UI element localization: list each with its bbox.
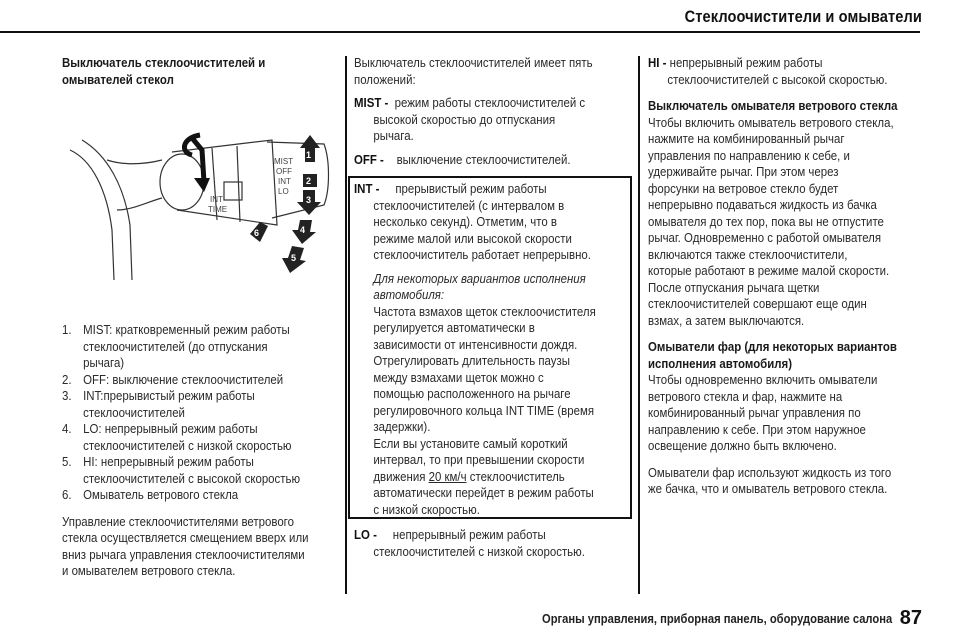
item-text: рычага) <box>83 355 125 370</box>
wiper-lever-illustration <box>62 130 342 280</box>
arrow-number: 6 <box>254 228 260 238</box>
headlamp-heading: Омыватели фар (для некоторых вариантов исполнения автомобиля) <box>648 339 897 371</box>
item-number: 3. <box>62 388 72 403</box>
item-number: 6. <box>62 487 72 502</box>
item-text: INT:прерывистый режим работы <box>83 388 255 403</box>
item-text: MIST: кратковременный режим работы <box>83 322 290 337</box>
switch-heading <box>62 55 317 88</box>
column-divider-right <box>638 56 640 594</box>
variant-note: Для некоторых вариантов исполнения автомобиля: <box>373 270 586 302</box>
item-text: стеклоочистителей с высокой скоростью <box>83 470 301 486</box>
column-right <box>648 55 921 498</box>
mode-term: OFF - <box>354 151 384 167</box>
arrow-number: 4 <box>300 225 306 235</box>
item-text: стеклоочистителей с низкой скоростью <box>83 437 292 453</box>
list-item <box>62 454 317 487</box>
lever-label-off: OFF <box>276 167 292 176</box>
arrow-number: 2 <box>306 176 312 186</box>
summary-paragraph: Управление стеклоочистителями ветрового стекла осуществляется смещением вверх или вниз рычага управления стеклоочистителями и омывателем ветрового стекла. <box>62 513 309 578</box>
item-text: HI: непрерывный режим работы <box>83 454 254 469</box>
mode-term: LO - <box>354 527 377 542</box>
item-number: 4. <box>62 421 72 436</box>
list-item <box>62 372 317 389</box>
speed-threshold: 20 км/ч <box>428 468 467 484</box>
item-number: 1. <box>62 322 72 337</box>
item-text: LO: непрерывный режим работы <box>83 421 258 436</box>
headlamp-washer-section: Омыватели фар (для некоторых вариантов исполнения автомобиля) Чтобы одновременно включить омыватели ветрового стекла и фар, нажмите на комбинированный рычаг управления по направлению к себе. При этом наружное освещение должно быть включено. Омыватели фар используют жидкость из того же бачка, что и омыватель ветрового стекла. <box>648 339 921 498</box>
mode-term: HI - <box>648 55 667 70</box>
item-text: стеклоочистителей (до отпускания <box>83 338 268 354</box>
list-item <box>62 487 317 504</box>
washer-section: Выключатель омывателя ветрового стекла Чтобы включить омыватель ветрового стекла, нажмите на комбинированный рычаг управления по направлению к себе, и удерживайте рычаг. При этом через форсунки на ветровое стекло будет непрерывно подаваться жидкость из бачка омывателя до тех пор, пока вы не отпустите рычаг. Одновременно с работой омывателя включаются также стеклоочистители, которые работают в режиме малой скорости. После отпускания рычага щетки стеклоочистителей совершают еще один взмах, а затем выключаются. <box>648 98 921 329</box>
column-left <box>62 55 317 88</box>
mode-mist: MIST - режим работы стеклоочистителей с высокой скоростью до отпускания рычага. <box>354 95 586 143</box>
column-divider-left <box>345 56 347 594</box>
list-item <box>62 421 317 454</box>
item-text: Омыватель ветрового стекла <box>83 487 239 502</box>
heading-line: омывателей стекол <box>62 71 174 87</box>
mode-int: INT - прерывистый режим работы стеклоочистителей (с интервалом в несколько секунд). Отметим, что в режиме малой или высокой скорости стеклоочиститель работает непрерывно. Для некоторых вариантов исполнения автомобиля: Частота взмахов щеток стеклоочистителя регулируется автоматически в зависимости от интенсивности дождя. Отрегулировать длительность паузы между взмахами щеток можно с помощью расположенного на рычаге регулировочного кольца INT TIME (время задержки). Если вы установите самый короткий интервал, то при превышении скорости движения 20 км/ч стеклоочиститель автоматически перейдет в режим работы с низкой скоростью. <box>354 181 622 518</box>
column-middle <box>354 55 622 168</box>
item-number: 5. <box>62 454 72 469</box>
mode-hi: HI - непрерывный режим работы стеклоочистителей с высокой скоростью. <box>648 55 888 87</box>
mode-term: MIST - <box>354 95 389 110</box>
variant-text: Частота взмахов щеток стеклоочистителя регулируется автоматически в зависимости от интенсивности дождя. Отрегулировать длительность паузы между взмахами щеток можно с помощью расположенного на рычаге регулировочного кольца INT TIME (время задержки). Если вы установите самый короткий интервал, то при превышении скорости движения 20 км/ч стеклоочиститель автоматически перейдет в режим работы с низкой скоростью. <box>373 303 596 517</box>
mode-term: INT - <box>354 181 380 196</box>
list-item <box>62 388 317 421</box>
page-title: Стеклоочистители и омыватели <box>684 7 922 26</box>
mode-off: OFF - выключение стеклоочистителей. <box>354 151 571 167</box>
item-text: стеклоочистителей <box>83 404 185 420</box>
washer-heading: Выключатель омывателя ветрового стекла <box>648 98 898 113</box>
ring-label-int: INT <box>210 195 223 204</box>
heading-line: Выключатель стеклоочистителей и <box>62 55 266 70</box>
lever-label-int: INT <box>278 177 291 186</box>
intro-paragraph: Выключатель стеклоочистителей имеет пять положений: <box>354 55 593 87</box>
arrow-number: 5 <box>291 253 297 263</box>
positions-list <box>62 322 317 580</box>
arrow-number: 1 <box>306 150 312 160</box>
item-text: OFF: выключение стеклоочистителей <box>83 371 284 387</box>
fluid-paragraph: Омыватели фар используют жидкость из того же бачка, что и омыватель ветрового стекла. <box>648 464 892 496</box>
arrow-number: 3 <box>306 195 312 205</box>
mode-lo: LO - непрерывный режим работы стеклоочистителей с низкой скоростью. <box>354 527 585 559</box>
lever-label-lo: LO <box>278 187 289 196</box>
ring-label-time: TIME <box>208 205 228 214</box>
footer-section-title: Органы управления, приборная панель, оборудование салона <box>541 611 892 626</box>
item-number: 2. <box>62 371 72 387</box>
list-item <box>62 322 317 372</box>
lever-label-mist: MIST <box>274 157 294 166</box>
page-number: 87 <box>899 607 922 629</box>
header-divider <box>0 31 920 33</box>
